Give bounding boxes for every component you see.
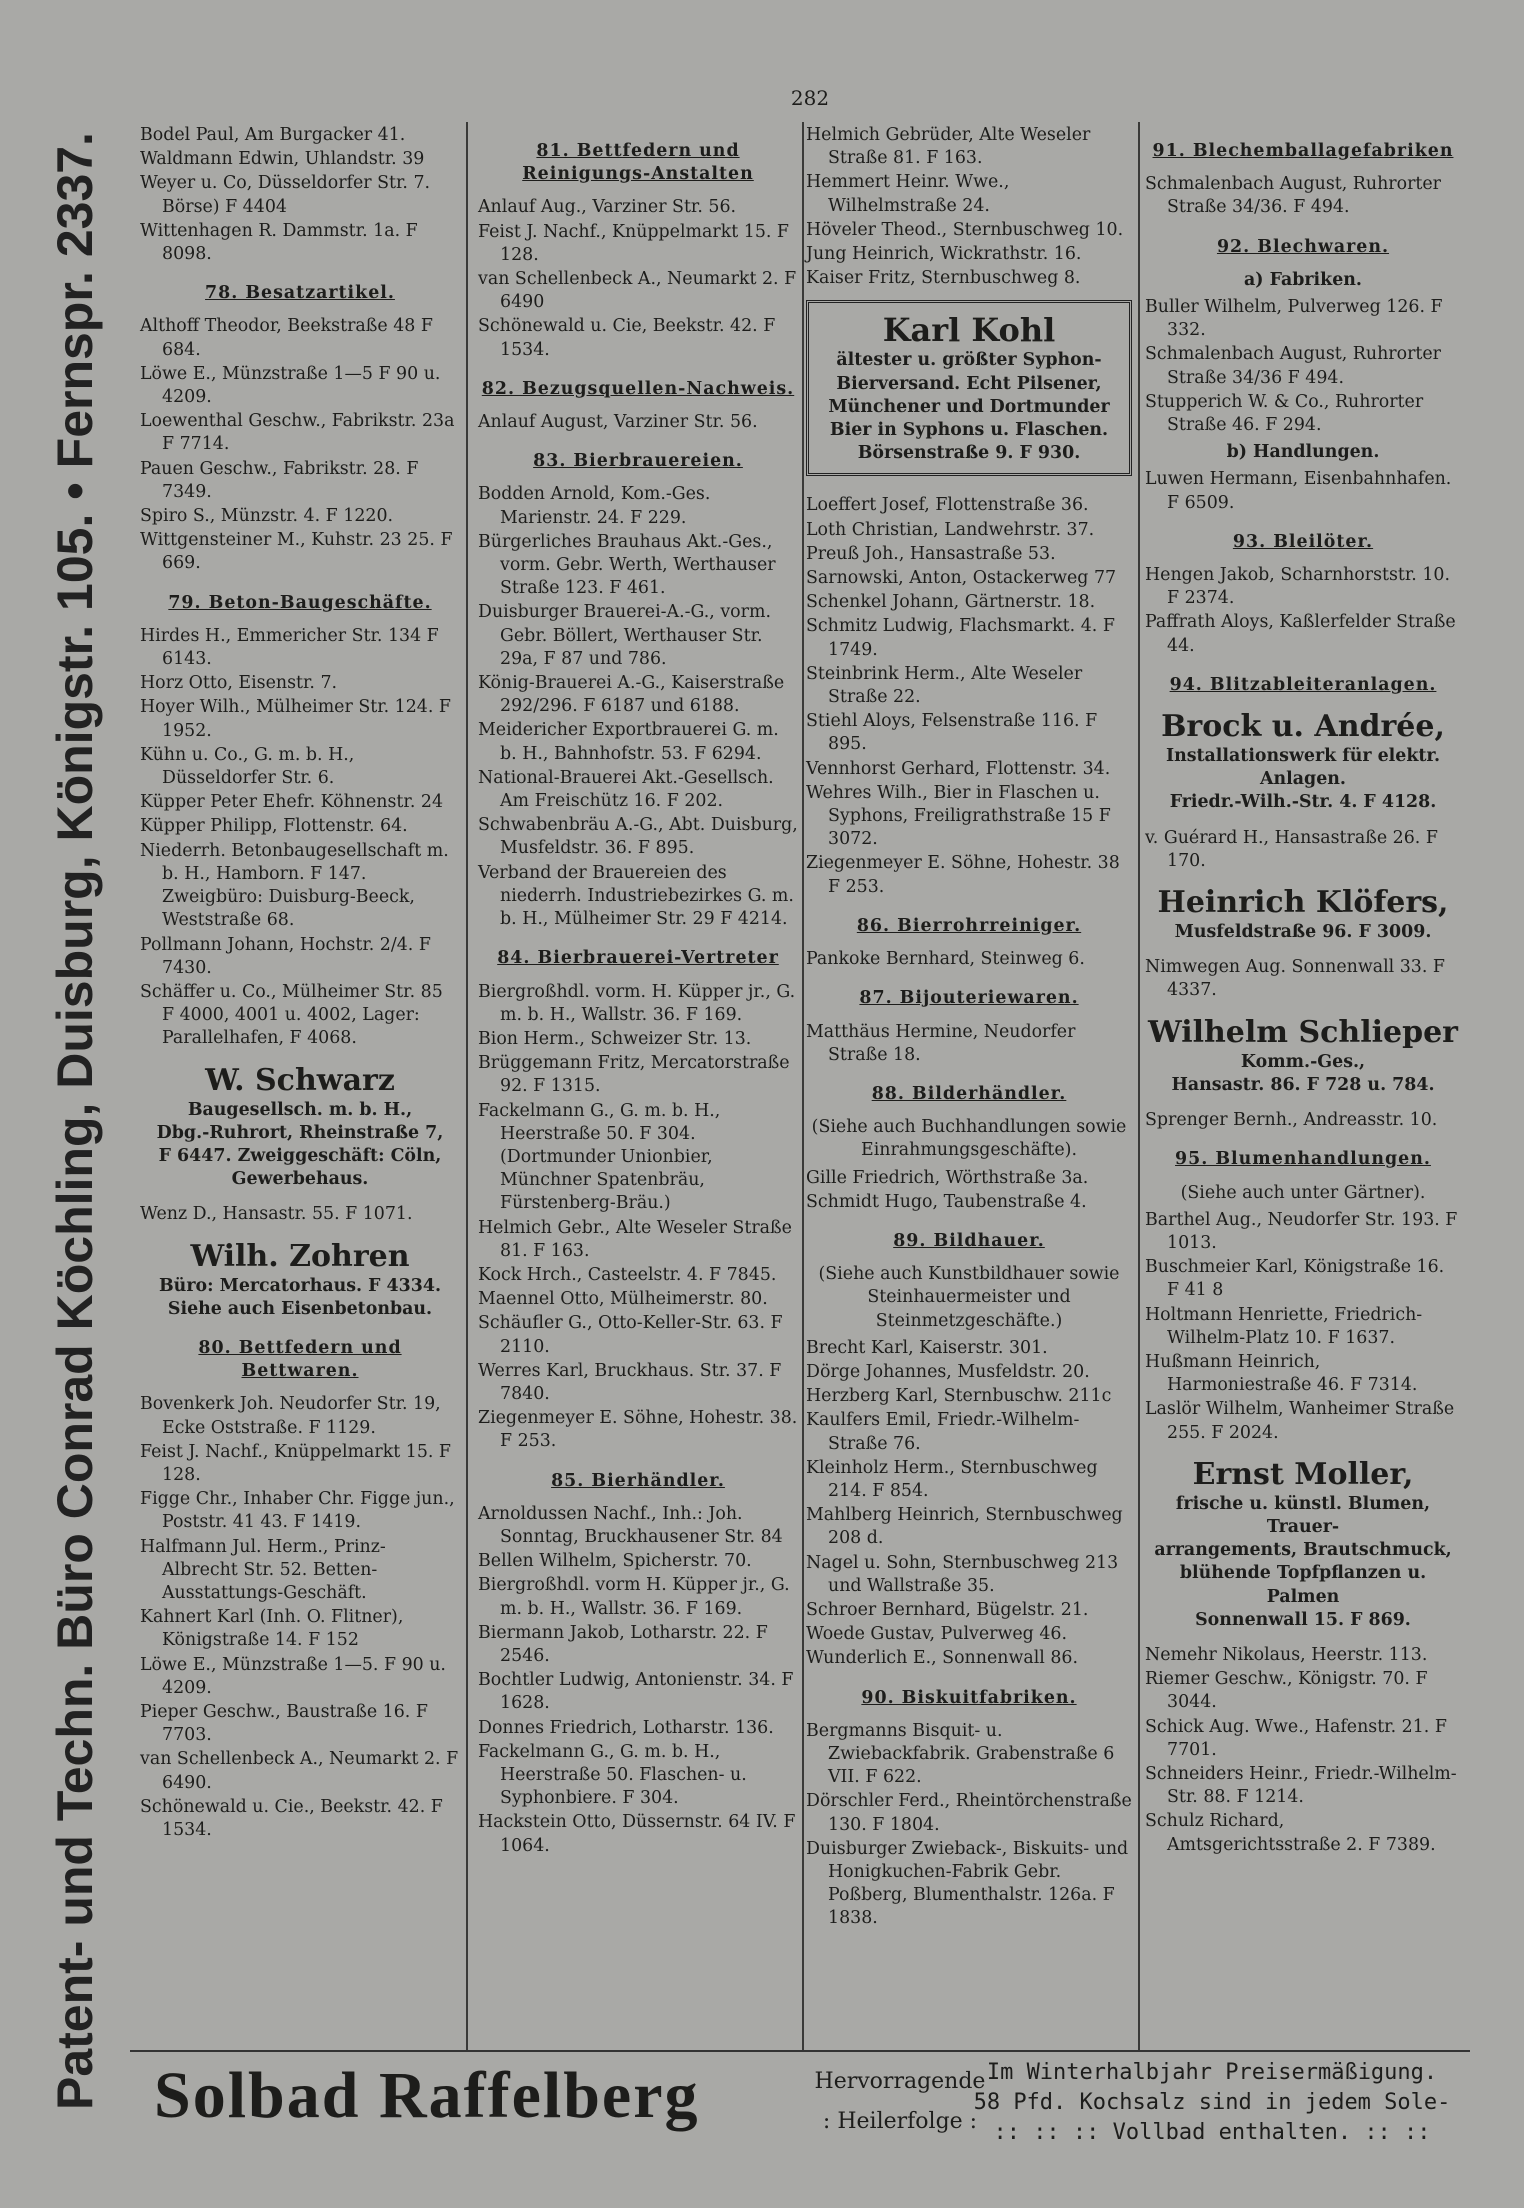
directory-entry: Duisburger Brauerei-A.-G., vorm. Gebr. Böllert, Werthauser Str. 29a, F 87 und 786. xyxy=(478,602,771,669)
directory-entry: Kahnert Karl (Inh. O. Flitner), Königstraße 14. F 152 xyxy=(140,1607,404,1651)
directory-entry: Althoff Theodor, Beekstraße 48 F 684. xyxy=(140,316,433,360)
directory-entry: Biermann Jakob, Lotharstr. 22. F 2546. xyxy=(478,1622,768,1666)
directory-entry: Verband der Brauereien des niederrh. Industriebezirkes G. m. b. H., Mülheimer Str. 29 F 4214. xyxy=(478,862,794,930)
directory-entry: König-Brauerei A.-G., Kaiserstraße 292/296. F 6187 und 6188. xyxy=(478,673,785,717)
column-rule xyxy=(466,122,468,2052)
directory-entry: Höveler Theod., Sternbuschweg 10. xyxy=(806,219,1124,240)
advertiser-name: W. Schwarz xyxy=(205,1062,395,1098)
directory-entry: Riemer Geschw., Königstr. 70. F 3044. xyxy=(1145,1669,1428,1713)
directory-entry: Pieper Geschw., Baustraße 16. F 7703. xyxy=(140,1701,428,1746)
section-heading: 82. Bezugsquellen-Nachweis. xyxy=(481,378,795,399)
directory-entry: v. Guérard H., Hansastraße 26. F 170. xyxy=(1145,827,1438,871)
directory-entry: Kühn u. Co., G. m. b. H., Düsseldorfer Str. 6. xyxy=(140,744,355,789)
directory-entry: Schenkel Johann, Gärtnerstr. 18. xyxy=(806,592,1096,613)
advert-middle-line: : Heilerfolge : xyxy=(822,2109,978,2134)
section-heading: 84. Bierbrauerei-Vertreter xyxy=(497,948,779,969)
column-rule xyxy=(1138,122,1140,2052)
section-heading: 87. Bijouteriewaren. xyxy=(859,988,1079,1009)
advertisement-line: blühende Topfpflanzen u. Palmen xyxy=(1179,1563,1427,1607)
section-heading: 88. Bilderhändler. xyxy=(871,1083,1067,1104)
directory-entry: Pollmann Johann, Hochstr. 2/4. F 7430. xyxy=(140,934,431,978)
column-4 xyxy=(1145,124,1461,1858)
advertisement-line: Baugesellsch. m. b. H., xyxy=(187,1099,413,1120)
advert-right-line: 58 Pfd. Kochsalz sind in jedem Sole- xyxy=(973,2090,1451,2115)
directory-entry: Wenz D., Hansastr. 55. F 1071. xyxy=(140,1204,413,1225)
directory-entry: Schmidt Hugo, Taubenstraße 4. xyxy=(806,1191,1087,1212)
advertisement-line: Dbg.-Ruhrort, Rheinstraße 7, xyxy=(156,1122,444,1143)
advertiser-name: Brock u. Andrée, xyxy=(1161,709,1445,745)
column-rule xyxy=(802,122,804,2052)
directory-entry: Schäufler G., Otto-Keller-Str. 63. F 2110. xyxy=(478,1313,783,1357)
directory-entry: Brüggemann Fritz, Mercatorstraße 92. F 1315. xyxy=(478,1053,790,1097)
section-heading: 89. Bildhauer. xyxy=(893,1230,1045,1251)
directory-entry: Schick Aug. Wwe., Hafenstr. 21. F 7701. xyxy=(1145,1716,1447,1760)
directory-entry: Kaulfers Emil, Friedr.-Wilhelm-Straße 76. xyxy=(806,1410,1080,1454)
advertiser-name: Karl Kohl xyxy=(882,311,1056,350)
directory-entry: Helmich Gebr., Alte Weseler Straße 81. F 163. xyxy=(478,1217,792,1261)
advert-right-line: Im Winterhalbjahr Preisermäßigung. xyxy=(986,2060,1438,2085)
directory-entry: Gille Friedrich, Wörthstraße 3a. xyxy=(806,1167,1089,1188)
bottom-advertisement xyxy=(130,2050,1470,2152)
directory-entry: Kock Hrch., Casteelstr. 4. F 7845. xyxy=(478,1264,777,1285)
display-advertisement xyxy=(140,1063,460,1192)
advertisement-line: Komm.-Ges., xyxy=(1240,1051,1366,1072)
subsection-heading: b) Handlungen. xyxy=(1226,442,1380,463)
directory-entry: Bellen Wilhelm, Spicherstr. 70. xyxy=(478,1551,752,1572)
directory-entry: Meidericher Exportbrauerei G. m. b. H., Bahnhofstr. 53. F 6294. xyxy=(478,720,779,764)
advertisement-line: Musfeldstraße 96. F 3009. xyxy=(1174,922,1432,943)
advert-right-line: :: :: :: Vollbad enthalten. :: :: xyxy=(993,2120,1431,2145)
directory-entry: Hengen Jakob, Scharnhorststr. 10. F 2374. xyxy=(1145,565,1451,609)
directory-entry: Schneiders Heinr., Friedr.-Wilhelm-Str. 88. F 1214. xyxy=(1145,1763,1457,1808)
directory-entry: Werres Karl, Bruckhaus. Str. 37. F 7840. xyxy=(478,1360,782,1404)
section-heading: 85. Bierhändler. xyxy=(551,1470,725,1491)
section-heading: 81. Bettfedern und Reinigungs-Anstalten xyxy=(522,141,754,185)
directory-entry: Buller Wilhelm, Pulverweg 126. F 332. xyxy=(1145,297,1443,341)
directory-entry: Buschmeier Karl, Königstraße 16. F 41 8 xyxy=(1145,1257,1445,1301)
cross-reference-note: (Siehe auch unter Gärtner). xyxy=(1180,1182,1426,1203)
directory-entry: Brecht Karl, Kaiserstr. 301. xyxy=(806,1337,1048,1358)
directory-entry: Loewenthal Geschw., Fabrikstr. 23a F 7714. xyxy=(140,411,455,455)
directory-entry: Waldmann Edwin, Uhlandstr. 39 xyxy=(140,149,425,170)
advertisement-line: frische u. künstl. Blumen, Trauer- xyxy=(1175,1493,1431,1537)
directory-entry: Schönewald u. Cie, Beekstr. 42. F 1534. xyxy=(478,316,776,360)
directory-entry: Luwen Hermann, Eisenbahnhafen. F 6509. xyxy=(1145,469,1452,513)
advert-middle-line: Hervorragende xyxy=(814,2069,986,2094)
display-advertisement xyxy=(140,1239,460,1321)
directory-entry: Jung Heinrich, Wickrathstr. 16. xyxy=(806,244,1082,265)
directory-entry: Hoyer Wilh., Mülheimer Str. 124. F 1952. xyxy=(140,697,451,741)
directory-entry: Laslör Wilhelm, Wanheimer Straße 255. F 2024. xyxy=(1145,1399,1455,1443)
directory-entry: Maennel Otto, Mülheimerstr. 80. xyxy=(478,1289,768,1310)
advertisement-line: Gewerbehaus. xyxy=(231,1169,369,1190)
advertisement-line: Büro: Mercatorhaus. F 4334. xyxy=(158,1275,442,1296)
section-heading: 86. Bierrohrreiniger. xyxy=(856,915,1082,936)
directory-entry: Bodden Arnold, Kom.-Ges. Marienstr. 24. F 229. xyxy=(478,484,711,528)
advert-right xyxy=(972,2058,1452,2148)
directory-entry: Hemmert Heinr. Wwe., Wilhelmstraße 24. xyxy=(806,172,1010,216)
directory-entry: Herzberg Karl, Sternbuschw. 211c xyxy=(806,1386,1112,1407)
directory-entry: Sprenger Bernh., Andreasstr. 10. xyxy=(1145,1110,1438,1131)
directory-entry: Sarnowski, Anton, Ostackerweg 77 xyxy=(806,568,1117,589)
directory-entry: Wittgensteiner M., Kuhstr. 23 25. F 669. xyxy=(140,530,453,574)
directory-entry: van Schellenbeck A., Neumarkt 2. F 6490 xyxy=(478,269,797,313)
column-2 xyxy=(478,124,798,1859)
directory-entry: Fackelmann G., G. m. b. H., Heerstraße 50. Flaschen- u. Syphonbiere. F 304. xyxy=(478,1741,747,1809)
directory-entry: Hackstein Otto, Düssernstr. 64 IV. F 1064. xyxy=(478,1812,796,1856)
directory-entry: Bürgerliches Brauhaus Akt.-Ges., vorm. Gebr. Werth, Werthauser Straße 123. F 461. xyxy=(478,531,776,599)
display-advertisement xyxy=(1145,1015,1461,1097)
directory-entry: Schulz Richard, Amtsgerichtsstraße 2. F 7389. xyxy=(1145,1811,1436,1855)
directory-entry: Bergmanns Bisquit- u. Zwiebackfabrik. Grabenstraße 6 VII. F 622. xyxy=(806,1720,1115,1788)
section-heading: 80. Bettfedern und Bettwaren. xyxy=(198,1337,402,1382)
directory-entry: Ziegenmeyer E. Söhne, Hohestr. 38 F 253. xyxy=(806,853,1120,897)
cross-reference-note: (Siehe auch Buchhandlungen sowie Einrahmungsgeschäfte). xyxy=(811,1117,1127,1161)
directory-entry: Küpper Peter Ehefr. Köhnenstr. 24 xyxy=(140,792,444,813)
directory-entry: Kleinholz Herm., Sternbuschweg 214. F 854. xyxy=(806,1457,1098,1501)
column-1 xyxy=(140,124,460,1843)
directory-entry: Holtmann Henriette, Friedrich-Wilhelm-Platz 10. F 1637. xyxy=(1145,1304,1423,1348)
directory-entry: Anlauf August, Varziner Str. 56. xyxy=(478,412,758,433)
directory-entry: Dörschler Ferd., Rheintörchenstraße 130. F 1804. xyxy=(806,1791,1132,1835)
directory-entry: Schmalenbach August, Ruhrorter Straße 34/36. F 494. xyxy=(1145,174,1441,218)
advertiser-name: Wilhelm Schlieper xyxy=(1148,1014,1458,1050)
directory-entry: Dörge Johannes, Musfeldstr. 20. xyxy=(806,1361,1090,1382)
column-3 xyxy=(806,124,1132,1932)
section-heading: 92. Blechwaren. xyxy=(1216,236,1390,257)
directory-entry: Figge Chr., Inhaber Chr. Figge jun., Poststr. 41 43. F 1419. xyxy=(140,1489,455,1533)
directory-entry: Ziegenmeyer E. Söhne, Hohestr. 38. F 253. xyxy=(478,1408,798,1452)
advertisement-line: F 6447. Zweiggeschäft: Cöln, xyxy=(158,1145,442,1166)
advertisement-line: Münchener und Dortmunder xyxy=(828,396,1110,417)
directory-entry: Paffrath Aloys, Kaßlerfelder Straße 44. xyxy=(1145,612,1456,656)
directory-entry: Loeffert Josef, Flottenstraße 36. xyxy=(806,495,1089,516)
directory-entry: Schäffer u. Co., Mülheimer Str. 85 F 4000, 4001 u. 4002, Lager: Parallelhafen, F 4068. xyxy=(140,981,443,1049)
directory-entry: Pankoke Bernhard, Steinweg 6. xyxy=(806,949,1085,970)
section-heading: 78. Besatzartikel. xyxy=(205,283,395,304)
section-heading: 91. Blechemballagefabriken xyxy=(1152,141,1454,161)
section-heading: 90. Biskuitfabriken. xyxy=(861,1687,1077,1708)
advertisement-line: Anlagen. xyxy=(1260,769,1346,790)
directory-entry: Schönewald u. Cie., Beekstr. 42. F 1534. xyxy=(140,1796,443,1840)
directory-entry: Helmich Gebrüder, Alte Weseler Straße 81. F 163. xyxy=(806,125,1091,169)
directory-entry: Weyer u. Co, Düsseldorfer Str. 7. Börse) F 4404 xyxy=(140,173,431,217)
directory-entry: Hirdes H., Emmericher Str. 134 F 6143. xyxy=(140,625,439,670)
display-advertisement xyxy=(1145,885,1461,944)
directory-entry: Pauen Geschw., Fabrikstr. 28. F 7349. xyxy=(140,458,419,502)
side-banner-ad: Patent- und Techn. Büro Conrad Köchling, Duisburg, Königstr. 105. • Fernspr. 2337. xyxy=(47,132,103,2110)
directory-entry: Fackelmann G., G. m. b. H., Heerstraße 50. F 304. (Dortmunder Unionbier, Münchner Spatenbräu, Fürstenberg-Bräu.) xyxy=(478,1100,721,1214)
directory-entry: Bovenkerk Joh. Neudorfer Str. 19, Ecke Oststraße. F 1129. xyxy=(140,1394,441,1438)
directory-entry: Schmalenbach August, Ruhrorter Straße 34/36 F 494. xyxy=(1145,344,1441,388)
directory-entry: Stupperich W. & Co., Ruhrorter Straße 46. F 294. xyxy=(1145,391,1424,436)
directory-entry: Vennhorst Gerhard, Flottenstr. 34. xyxy=(806,758,1111,779)
directory-entry: Kaiser Fritz, Sternbuschweg 8. xyxy=(806,268,1081,289)
subsection-heading: a) Fabriken. xyxy=(1244,269,1362,290)
advertisement-line: Siehe auch Eisenbetonbau. xyxy=(167,1298,433,1319)
directory-entry: Feist J. Nachf., Knüppelmarkt 15. F 128. xyxy=(140,1441,452,1485)
directory-entry: Matthäus Hermine, Neudorfer Straße 18. xyxy=(806,1021,1076,1065)
directory-entry: Biergroßhdl. vorm H. Küpper jr., G. m. b. H., Wallstr. 36. F 169. xyxy=(478,1575,790,1619)
directory-entry: van Schellenbeck A., Neumarkt 2. F 6490. xyxy=(140,1749,459,1793)
section-heading: 79. Beton-Baugeschäfte. xyxy=(168,592,432,613)
directory-entry: National-Brauerei Akt.-Gesellsch. Am Freischütz 16. F 202. xyxy=(478,767,774,812)
directory-entry: Schroer Bernhard, Bügelstr. 21. xyxy=(806,1599,1089,1620)
directory-entry: Bochtler Ludwig, Antonienstr. 34. F 1628. xyxy=(478,1670,794,1714)
advertisement-line: Sonnenwall 15. F 869. xyxy=(1195,1609,1411,1630)
advertiser-name: Wilh. Zohren xyxy=(190,1238,410,1274)
advertisement-line: Installationswerk für elektr. xyxy=(1165,746,1441,767)
directory-entry: Hußmann Heinrich, Harmoniestraße 46. F 7314. xyxy=(1145,1351,1418,1396)
directory-entry: Löwe E., Münzstraße 1—5. F 90 u. 4209. xyxy=(140,1654,446,1698)
advertiser-name: Heinrich Klöfers, xyxy=(1157,885,1449,921)
directory-entry: Bodel Paul, Am Burgacker 41. xyxy=(140,125,406,145)
directory-entry: Duisburger Zwieback-, Biskuits- und Honigkuchen-Fabrik Gebr. Poßberg, Blumenthalstr. 126a. F 1838. xyxy=(806,1838,1129,1929)
directory-entry: Loth Christian, Landwehrstr. 37. xyxy=(806,519,1095,540)
advertisement-line: Hansastr. 86. F 728 u. 784. xyxy=(1171,1074,1435,1095)
directory-entry: Biergroßhdl. vorm. H. Küpper jr., G. m. b. H., Wallstr. 36. F 169. xyxy=(478,981,796,1025)
directory-entry: Niederrh. Betonbaugesellschaft m. b. H., Hamborn. F 147. Zweigbüro: Duisburg-Beeck, Weststraße 68. xyxy=(140,840,449,931)
section-heading: 83. Bierbrauereien. xyxy=(533,451,743,472)
directory-entry: Preuß Joh., Hansastraße 53. xyxy=(806,543,1056,564)
advertisement-line: Bierversand. Echt Pilsener, xyxy=(836,373,1102,394)
directory-entry: Arnoldussen Nachf., Inh.: Joh. Sonntag, Bruckhausener Str. 84 xyxy=(478,1503,783,1547)
directory-entry: Wittenhagen R. Dammstr. 1a. F 8098. xyxy=(140,220,418,265)
directory-entry: Wunderlich E., Sonnenwall 86. xyxy=(806,1648,1079,1669)
directory-entry: Woede Gustav, Pulverweg 46. xyxy=(806,1624,1067,1645)
directory-entry: Anlauf Aug., Varziner Str. 56. xyxy=(478,197,737,218)
directory-entry: Bion Herm., Schweizer Str. 13. xyxy=(478,1028,752,1049)
advertisement-line: Börsenstraße 9. F 930. xyxy=(857,443,1081,464)
advertisement-line: Friedr.-Wilh.-Str. 4. F 4128. xyxy=(1169,792,1437,813)
directory-entry: Nagel u. Sohn, Sternbuschweg 213 und Wallstraße 35. xyxy=(806,1552,1119,1596)
advert-name: Solbad Raffelberg xyxy=(154,2059,700,2132)
directory-entry: Schwabenbräu A.-G., Abt. Duisburg, Musfeldstr. 36. F 895. xyxy=(478,815,798,859)
directory-entry: Feist J. Nachf., Knüppelmarkt 15. F 128. xyxy=(478,221,790,265)
directory-entry: Wehres Wilh., Bier in Flaschen u. Syphons, Freiligrathstraße 15 F 3072. xyxy=(806,782,1111,850)
advertisement-line: ältester u. größter Syphon- xyxy=(836,350,1102,371)
advertiser-name: Ernst Moller, xyxy=(1192,1456,1414,1492)
directory-entry: Stiehl Aloys, Felsenstraße 116. F 895. xyxy=(806,711,1098,755)
directory-entry: Nemehr Nikolaus, Heerstr. 113. xyxy=(1145,1644,1428,1665)
advertisement-line: arrangements, Brautschmuck, xyxy=(1154,1540,1452,1561)
directory-entry: Barthel Aug., Neudorfer Str. 193. F 1013. xyxy=(1145,1209,1458,1253)
section-heading: 93. Bleilöter. xyxy=(1232,531,1374,552)
directory-entry: Nimwegen Aug. Sonnenwall 33. F 4337. xyxy=(1145,957,1445,1001)
directory-entry: Küpper Philipp, Flottenstr. 64. xyxy=(140,816,408,837)
page-number: 282 xyxy=(790,86,830,110)
section-heading: 95. Blumenhandlungen. xyxy=(1175,1149,1431,1170)
directory-entry: Steinbrink Herm., Alte Weseler Straße 22. xyxy=(806,663,1083,708)
boxed-advertisement xyxy=(806,300,1132,476)
directory-entry: Löwe E., Münzstraße 1—5 F 90 u. 4209. xyxy=(140,363,441,408)
advertisement-line: Bier in Syphons u. Flaschen. xyxy=(829,420,1109,441)
directory-entry: Halfmann Jul. Herm., Prinz-Albrecht Str. 52. Betten-Ausstattungs-Geschäft. xyxy=(140,1536,386,1603)
directory-entry: Horz Otto, Eisenstr. 7. xyxy=(140,673,338,694)
directory-entry: Donnes Friedrich, Lotharstr. 136. xyxy=(478,1717,774,1738)
cross-reference-note: (Siehe auch Kunstbildhauer sowie Steinhauermeister und Steinmetzgeschäfte.) xyxy=(818,1264,1120,1331)
directory-entry: Mahlberg Heinrich, Sternbuschweg 208 d. xyxy=(806,1505,1123,1549)
directory-entry: Spiro S., Münzstr. 4. F 1220. xyxy=(140,506,394,527)
section-heading: 94. Blitzableiteranlagen. xyxy=(1169,674,1437,695)
display-advertisement xyxy=(1145,709,1461,815)
display-advertisement xyxy=(1145,1457,1461,1632)
directory-entry: Schmitz Ludwig, Flachsmarkt. 4. F 1749. xyxy=(806,616,1115,660)
